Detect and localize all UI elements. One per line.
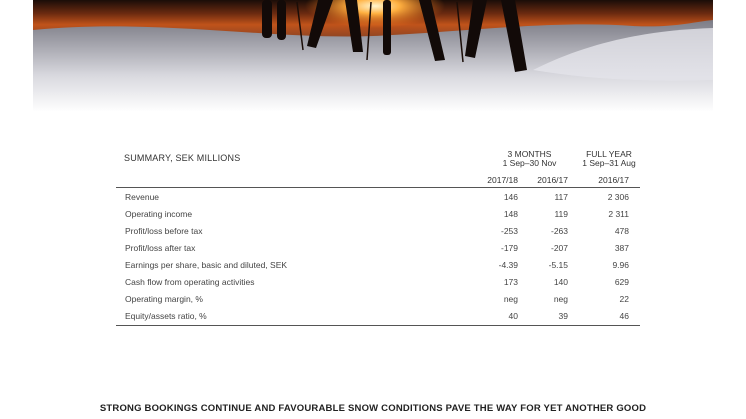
row-label: Cash flow from operating activities	[125, 277, 255, 287]
table-header-rule	[116, 187, 640, 188]
row-label: Operating margin, %	[125, 294, 203, 304]
cell-2017-18: neg	[503, 294, 518, 304]
cell-2016-17-q: 117	[554, 192, 568, 202]
skiers-silhouette-image	[33, 0, 713, 112]
cell-2016-17-fy: 22	[619, 294, 629, 304]
group-header-3-months	[498, 150, 561, 168]
cell-2016-17-q: neg	[553, 294, 568, 304]
column-header-2016-17-fy: 2016/17	[598, 175, 629, 185]
table-row	[116, 240, 640, 257]
row-label: Equity/assets ratio, %	[125, 311, 207, 321]
row-label: Revenue	[125, 192, 160, 202]
row-label: Operating income	[125, 209, 193, 219]
cell-2016-17-q: 39	[558, 311, 568, 321]
table-row	[116, 223, 640, 240]
group-header-3-months-line1: 3 MONTHS	[507, 149, 552, 159]
cell-2017-18: -179	[500, 243, 518, 253]
cell-2016-17-fy: 629	[614, 277, 629, 287]
cell-2017-18: -4.39	[498, 260, 518, 270]
table-bottom-rule	[116, 325, 640, 326]
cell-2016-17-q: -207	[550, 243, 568, 253]
row-label: Earnings per share, basic and diluted, SEK	[125, 260, 288, 270]
cell-2016-17-fy: 2 306	[607, 192, 629, 202]
cell-2017-18: 40	[508, 311, 518, 321]
cell-2016-17-fy: 2 311	[608, 209, 629, 219]
cell-2016-17-q: 140	[553, 277, 568, 287]
column-header-2016-17-q: 2016/17	[537, 175, 568, 185]
row-label: Profit/loss after tax	[125, 243, 196, 253]
cell-2017-18: 146	[503, 192, 518, 202]
table-row	[116, 291, 640, 308]
cell-2016-17-fy: 478	[614, 226, 629, 236]
cell-2016-17-fy: 387	[614, 243, 629, 253]
cell-2017-18: 173	[503, 277, 518, 287]
table-title: SUMMARY, SEK MILLIONS	[124, 153, 241, 163]
cell-2017-18: -253	[500, 226, 518, 236]
cell-2017-18: 148	[503, 209, 518, 219]
cell-2016-17-q: -263	[550, 226, 568, 236]
cell-2016-17-q: 119	[554, 209, 568, 219]
row-label: Profit/loss before tax	[125, 226, 203, 236]
table-row	[116, 274, 640, 291]
group-header-3-months-line2: 1 Sep–30 Nov	[502, 158, 557, 168]
hero-photo	[33, 0, 713, 112]
group-header-full-year	[576, 150, 642, 168]
cell-2016-17-fy: 46	[619, 311, 629, 321]
table-row	[116, 206, 640, 223]
cell-2016-17-fy: 9.96	[612, 260, 629, 270]
section-heading: STRONG BOOKINGS CONTINUE AND FAVOURABLE SNOW CONDITIONS PAVE THE WAY FOR YET ANOTHER GOOD	[99, 403, 647, 414]
group-header-full-year-line1: FULL YEAR	[586, 149, 632, 159]
table-row	[116, 257, 640, 274]
cell-2016-17-q: -5.15	[548, 260, 568, 270]
table-row	[116, 308, 640, 325]
group-header-full-year-line2: 1 Sep–31 Aug	[582, 158, 636, 168]
column-header-2017-18: 2017/18	[487, 175, 518, 185]
table-row	[116, 189, 640, 206]
